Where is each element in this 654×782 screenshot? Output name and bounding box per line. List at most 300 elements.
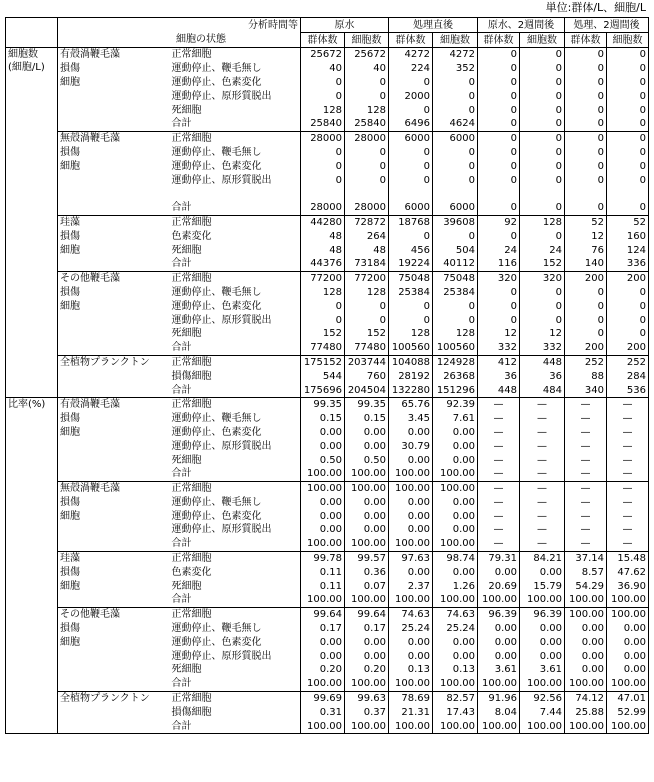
value-cell: 0.00 <box>389 523 433 537</box>
value-cell: 0 <box>478 62 520 76</box>
cell-state: 損傷細胞 <box>171 370 212 382</box>
category-cell: 細胞 <box>58 426 170 440</box>
value-cell: 0.00 <box>301 523 345 537</box>
value-cell: — <box>607 426 649 440</box>
value-cell <box>433 187 478 201</box>
cell-state: 合計 <box>170 341 301 355</box>
value-cell: 0.00 <box>301 439 345 453</box>
value-cell: 100.00 <box>607 593 649 607</box>
value-cell: 7.61 <box>433 412 478 426</box>
value-cell: 0.00 <box>389 496 433 510</box>
category-cell: 細胞 <box>58 509 170 523</box>
category-cell: 全植物プランクトン <box>58 691 170 705</box>
value-cell: 0 <box>607 76 649 90</box>
value-cell: 0.00 <box>389 509 433 523</box>
value-cell: 72872 <box>345 215 389 229</box>
value-cell: 0.00 <box>345 509 389 523</box>
table-row <box>6 523 649 537</box>
value-cell: 160 <box>607 229 649 243</box>
value-cell: 128 <box>520 215 565 229</box>
table-row <box>6 593 649 607</box>
value-cell: 99.35 <box>345 397 389 411</box>
value-cell: 24 <box>478 243 520 257</box>
value-cell: 200 <box>607 271 649 285</box>
cell-state: 正常細胞 <box>170 551 301 565</box>
header-corner-lower <box>6 33 58 48</box>
value-cell: 0 <box>520 103 565 117</box>
value-cell: — <box>565 523 607 537</box>
value-cell: 96.39 <box>478 607 520 621</box>
cell-state: 正常細胞 <box>170 48 301 62</box>
value-cell: 100.00 <box>478 677 520 691</box>
value-cell: 17.43 <box>433 705 478 719</box>
value-cell: 0 <box>520 313 565 327</box>
value-cell: 336 <box>607 257 649 271</box>
data-table <box>5 17 649 734</box>
subcol-colonies: 群体数 <box>389 33 433 48</box>
value-cell: 0 <box>607 48 649 62</box>
value-cell: 0.00 <box>301 496 345 510</box>
table-row <box>6 201 649 215</box>
value-cell: 0.17 <box>301 622 345 636</box>
value-cell: 4272 <box>389 48 433 62</box>
category-cell <box>58 467 170 481</box>
category-cell: 損傷 <box>58 62 170 76</box>
value-cell: 28000 <box>301 201 345 215</box>
value-cell: 0.00 <box>433 426 478 440</box>
table-row <box>6 607 649 621</box>
value-cell: 204504 <box>345 383 389 397</box>
value-cell: 0 <box>520 201 565 215</box>
value-cell: 36.90 <box>607 579 649 593</box>
value-cell: — <box>607 453 649 467</box>
value-cell: 100.00 <box>520 677 565 691</box>
value-cell: 0.00 <box>565 622 607 636</box>
value-cell: 0 <box>565 173 607 187</box>
value-cell: 100.00 <box>565 677 607 691</box>
value-cell: 91.96 <box>478 691 520 705</box>
value-cell: 332 <box>478 341 520 355</box>
value-cell: 100.00 <box>345 677 389 691</box>
period-header-2: 原水、2週間後 <box>478 18 565 33</box>
value-cell: 3.61 <box>520 663 565 677</box>
value-cell: 100.00 <box>520 719 565 733</box>
cell-state: 正常細胞 <box>170 271 301 285</box>
period-header-0: 原水 <box>301 18 389 33</box>
cell-state: 運動停止、原形質脱出 <box>171 650 272 662</box>
value-cell: 100.00 <box>478 593 520 607</box>
section-label <box>6 48 58 398</box>
section-label <box>6 397 58 733</box>
value-cell: 0 <box>433 103 478 117</box>
value-cell: 100.00 <box>345 537 389 551</box>
table-row <box>6 622 649 636</box>
value-cell: 0.00 <box>607 635 649 649</box>
value-cell: 88 <box>565 369 607 383</box>
value-cell: 100.00 <box>389 719 433 733</box>
subcol-colonies: 群体数 <box>478 33 520 48</box>
value-cell: 99.69 <box>301 691 345 705</box>
value-cell: 140 <box>565 257 607 271</box>
category-cell: 損傷 <box>58 412 170 426</box>
cell-state: 合計 <box>170 467 301 481</box>
value-cell: 0 <box>389 229 433 243</box>
value-cell: — <box>565 537 607 551</box>
value-cell: 200 <box>565 341 607 355</box>
value-cell: 0 <box>565 299 607 313</box>
value-cell: 0 <box>520 117 565 131</box>
value-cell: 100.00 <box>345 481 389 495</box>
value-cell: 25840 <box>345 117 389 131</box>
value-cell: 0.00 <box>389 426 433 440</box>
value-cell: — <box>607 523 649 537</box>
value-cell: 0 <box>478 117 520 131</box>
value-cell: 0.36 <box>345 565 389 579</box>
category-cell: 細胞 <box>58 299 170 313</box>
table-row <box>6 467 649 481</box>
value-cell: 128 <box>301 103 345 117</box>
value-cell: 0.31 <box>301 705 345 719</box>
period-header-1: 処理直後 <box>389 18 478 33</box>
value-cell: 18768 <box>389 215 433 229</box>
value-cell: 0.00 <box>520 635 565 649</box>
value-cell: 100.00 <box>520 593 565 607</box>
value-cell: 0.00 <box>389 565 433 579</box>
value-cell: 0.20 <box>345 663 389 677</box>
cell-state: 運動停止、鞭毛無し <box>171 286 262 298</box>
value-cell: 96.39 <box>520 607 565 621</box>
value-cell: — <box>478 481 520 495</box>
value-cell: — <box>478 412 520 426</box>
value-cell: 0 <box>389 313 433 327</box>
table-row <box>6 286 649 300</box>
subcol-cells: 細胞数 <box>345 33 389 48</box>
value-cell: 0 <box>520 286 565 300</box>
category-cell <box>58 523 170 537</box>
value-cell: 44376 <box>301 257 345 271</box>
value-cell: 0 <box>607 159 649 173</box>
value-cell: 47.62 <box>607 565 649 579</box>
value-cell: 0 <box>520 48 565 62</box>
cell-state: 合計 <box>170 201 301 215</box>
value-cell: 0 <box>565 313 607 327</box>
cell-state: 運動停止、色素変化 <box>171 300 262 312</box>
value-cell: — <box>607 412 649 426</box>
cell-state: 色素変化 <box>171 230 212 242</box>
value-cell: 536 <box>607 383 649 397</box>
value-cell: 25672 <box>301 48 345 62</box>
value-cell: 82.57 <box>433 691 478 705</box>
value-cell: 99.78 <box>301 551 345 565</box>
table-body <box>6 48 649 734</box>
value-cell: 0 <box>607 62 649 76</box>
subcol-cells: 細胞数 <box>607 33 649 48</box>
table-row <box>6 62 649 76</box>
value-cell: 100.00 <box>433 467 478 481</box>
value-cell: 97.63 <box>389 551 433 565</box>
value-cell: 0.37 <box>345 705 389 719</box>
value-cell: 0.00 <box>345 649 389 663</box>
value-cell: 0 <box>565 286 607 300</box>
value-cell: — <box>565 412 607 426</box>
category-cell <box>58 677 170 691</box>
value-cell: 100.00 <box>433 481 478 495</box>
value-cell: 0 <box>433 159 478 173</box>
value-cell: 100.00 <box>301 719 345 733</box>
category-cell <box>58 369 170 383</box>
category-cell <box>58 173 170 187</box>
value-cell: 100.00 <box>433 719 478 733</box>
value-cell: — <box>478 496 520 510</box>
category-cell: 無殻渦鞭毛藻 <box>58 481 170 495</box>
value-cell <box>301 187 345 201</box>
value-cell: 0 <box>565 327 607 341</box>
value-cell: 100.00 <box>565 719 607 733</box>
value-cell: 74.63 <box>433 607 478 621</box>
value-cell: 74.12 <box>565 691 607 705</box>
value-cell: 0.50 <box>301 453 345 467</box>
value-cell: 100.00 <box>345 467 389 481</box>
value-cell: 0 <box>607 327 649 341</box>
value-cell: 264 <box>345 229 389 243</box>
value-cell: 0 <box>389 159 433 173</box>
value-cell: 0.00 <box>345 635 389 649</box>
value-cell: 0 <box>433 89 478 103</box>
value-cell: — <box>520 439 565 453</box>
value-cell: 0.00 <box>607 649 649 663</box>
cell-state: 合計 <box>170 383 301 397</box>
value-cell: 128 <box>301 286 345 300</box>
value-cell: — <box>478 523 520 537</box>
cell-state: 運動停止、鞭毛無し <box>171 146 262 158</box>
value-cell: 100.00 <box>301 481 345 495</box>
value-cell: — <box>478 439 520 453</box>
value-cell: 760 <box>345 369 389 383</box>
category-cell: 有殻渦鞭毛藻 <box>58 397 170 411</box>
value-cell: 25384 <box>389 286 433 300</box>
value-cell: 0.00 <box>478 635 520 649</box>
table-row <box>6 117 649 131</box>
value-cell: 0.00 <box>433 635 478 649</box>
cell-state: 運動停止、鞭毛無し <box>171 413 262 425</box>
value-cell: — <box>478 467 520 481</box>
value-cell: 28192 <box>389 369 433 383</box>
value-cell: 0 <box>565 76 607 90</box>
value-cell: 0.15 <box>301 412 345 426</box>
value-cell: 0.00 <box>478 649 520 663</box>
value-cell: 128 <box>433 327 478 341</box>
value-cell: 99.64 <box>345 607 389 621</box>
value-cell: 100.00 <box>478 719 520 733</box>
table-row <box>6 131 649 145</box>
subcol-cells: 細胞数 <box>520 33 565 48</box>
value-cell: 0 <box>478 103 520 117</box>
value-cell: 0 <box>478 48 520 62</box>
table-row <box>6 481 649 495</box>
value-cell: 0 <box>478 173 520 187</box>
subcol-colonies: 群体数 <box>565 33 607 48</box>
value-cell: 0.20 <box>301 663 345 677</box>
value-cell: 484 <box>520 383 565 397</box>
value-cell: 0 <box>520 299 565 313</box>
cell-state: 運動停止、鞭毛無し <box>171 623 262 635</box>
value-cell: 128 <box>345 103 389 117</box>
value-cell: 0 <box>565 48 607 62</box>
value-cell: 100.00 <box>433 593 478 607</box>
value-cell: 100.00 <box>345 719 389 733</box>
table-row <box>6 229 649 243</box>
cell-state: 合計 <box>170 677 301 691</box>
value-cell: 0 <box>345 173 389 187</box>
table-row <box>6 509 649 523</box>
cell-state: 死細胞 <box>171 454 202 466</box>
value-cell: 77200 <box>301 271 345 285</box>
category-cell <box>58 187 170 201</box>
value-cell <box>478 187 520 201</box>
value-cell: 0.00 <box>565 663 607 677</box>
value-cell: 6000 <box>389 131 433 145</box>
value-cell: 100.00 <box>565 593 607 607</box>
value-cell: 504 <box>433 243 478 257</box>
period-header-3: 処理、2週間後 <box>565 18 649 33</box>
value-cell: 0 <box>345 159 389 173</box>
value-cell: — <box>520 467 565 481</box>
value-cell: 0 <box>345 89 389 103</box>
value-cell: 77200 <box>345 271 389 285</box>
value-cell: 124 <box>607 243 649 257</box>
value-cell: 0 <box>433 146 478 160</box>
unit-label: 単位:群体/L、細胞/L <box>545 1 646 14</box>
value-cell: 0 <box>301 313 345 327</box>
value-cell: 92.39 <box>433 397 478 411</box>
value-cell: 92 <box>478 215 520 229</box>
value-cell: 200 <box>607 341 649 355</box>
value-cell: 47.01 <box>607 691 649 705</box>
category-cell: 珪藻 <box>58 551 170 565</box>
table-row <box>6 187 649 201</box>
value-cell: 0.00 <box>478 622 520 636</box>
value-cell: 0 <box>433 299 478 313</box>
value-cell: 0 <box>433 313 478 327</box>
table-row <box>6 103 649 117</box>
value-cell: — <box>478 397 520 411</box>
value-cell: — <box>607 397 649 411</box>
value-cell: 0 <box>607 313 649 327</box>
value-cell: 0.00 <box>565 649 607 663</box>
value-cell: — <box>478 453 520 467</box>
category-cell <box>58 103 170 117</box>
value-cell: — <box>565 481 607 495</box>
table-row <box>6 565 649 579</box>
value-cell: 544 <box>301 369 345 383</box>
value-cell: 44280 <box>301 215 345 229</box>
value-cell: 6000 <box>389 201 433 215</box>
header-row-1 <box>6 18 649 33</box>
table-row <box>6 313 649 327</box>
category-cell: 全植物プランクトン <box>58 355 170 369</box>
category-cell <box>58 313 170 327</box>
value-cell: — <box>565 467 607 481</box>
value-cell: 100.00 <box>389 677 433 691</box>
value-cell: 73184 <box>345 257 389 271</box>
value-cell: 98.74 <box>433 551 478 565</box>
category-cell <box>58 705 170 719</box>
value-cell: 0.00 <box>301 649 345 663</box>
value-cell: 0.50 <box>345 453 389 467</box>
table-row <box>6 551 649 565</box>
value-cell: 48 <box>345 243 389 257</box>
value-cell: 0.00 <box>433 523 478 537</box>
value-cell: 40 <box>301 62 345 76</box>
value-cell: 25.88 <box>565 705 607 719</box>
value-cell: 0 <box>301 159 345 173</box>
header-corner <box>6 18 58 33</box>
value-cell: 340 <box>565 383 607 397</box>
value-cell: 28000 <box>345 131 389 145</box>
category-cell: 細胞 <box>58 159 170 173</box>
value-cell: 224 <box>389 62 433 76</box>
value-cell: — <box>478 537 520 551</box>
value-cell: 99.64 <box>301 607 345 621</box>
value-cell: 99.63 <box>345 691 389 705</box>
value-cell: 48 <box>301 243 345 257</box>
value-cell: 52 <box>565 215 607 229</box>
cell-state: 運動停止、原形質脱出 <box>171 440 272 452</box>
value-cell: 39608 <box>433 215 478 229</box>
value-cell: 320 <box>520 271 565 285</box>
table-row <box>6 76 649 90</box>
category-cell: 細胞 <box>58 635 170 649</box>
value-cell: — <box>520 509 565 523</box>
table-row <box>6 257 649 271</box>
table-row <box>6 48 649 62</box>
category-cell: 無殻渦鞭毛藻 <box>58 131 170 145</box>
value-cell: 252 <box>607 355 649 369</box>
cell-state: 運動停止、鞭毛無し <box>171 496 262 508</box>
value-cell: — <box>565 453 607 467</box>
value-cell: — <box>520 397 565 411</box>
cell-state: 運動停止、原形質脱出 <box>171 524 272 536</box>
value-cell: 0.13 <box>389 663 433 677</box>
table-row <box>6 453 649 467</box>
category-cell: 細胞 <box>58 243 170 257</box>
subcol-cells: 細胞数 <box>433 33 478 48</box>
value-cell: 25840 <box>301 117 345 131</box>
value-cell: — <box>520 523 565 537</box>
value-cell: 15.79 <box>520 579 565 593</box>
category-cell: 損傷 <box>58 496 170 510</box>
value-cell: — <box>607 537 649 551</box>
value-cell: 0 <box>478 131 520 145</box>
category-cell <box>58 341 170 355</box>
value-cell: 100.00 <box>301 467 345 481</box>
cell-state: 運動停止、色素変化 <box>171 510 262 522</box>
cell-state: 合計 <box>170 537 301 551</box>
value-cell: 0.17 <box>345 622 389 636</box>
cell-state: 死細胞 <box>171 580 202 592</box>
value-cell: 100.00 <box>607 677 649 691</box>
category-cell <box>58 649 170 663</box>
value-cell: 0 <box>301 299 345 313</box>
value-cell: 36 <box>478 369 520 383</box>
category-cell <box>58 257 170 271</box>
value-cell: — <box>607 481 649 495</box>
value-cell: 104088 <box>389 355 433 369</box>
value-cell: 0 <box>565 117 607 131</box>
category-cell <box>58 719 170 733</box>
cell-state: 合計 <box>170 719 301 733</box>
value-cell: 0 <box>607 131 649 145</box>
